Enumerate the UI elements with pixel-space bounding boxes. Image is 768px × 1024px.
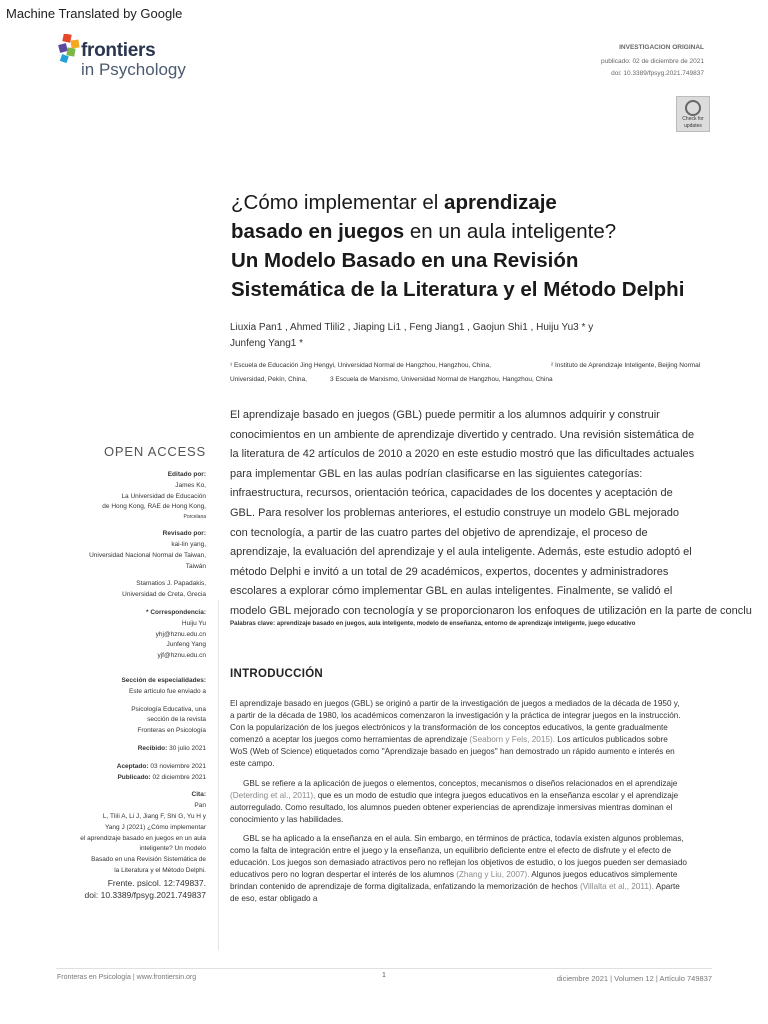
published-date: publicado: 02 de diciembre de 2021: [601, 58, 704, 65]
correspondent-email[interactable]: yhj@hznu.edu.cn: [155, 630, 206, 638]
body-line: de eso, estar obligado a: [230, 894, 318, 904]
column-divider: [218, 600, 219, 950]
citation-line: L, Tlili A, Li J, Jiang F, Shi G, Yu H y: [102, 812, 206, 820]
specialty-heading: Sección de especialidades:: [121, 676, 206, 684]
affiliation: 3 Escuela de Marxismo, Universidad Normal de Hangzhou, Hangzhou, China: [330, 376, 553, 383]
authors-line: Junfeng Yang1 *: [230, 338, 304, 349]
frontiers-logo-icon: [57, 34, 83, 64]
abstract-line: GBL. Para resolver los problemas anteriores, el estudio construye un modelo GBL mejorado: [230, 506, 679, 519]
abstract-line: para implementar GBL en las aulas podrían clasificarse en las siguientes categorías:: [230, 467, 643, 480]
reviewed-by-heading: Revisado por:: [162, 530, 206, 538]
body-text-run: que es un modo de estudio que integra juegos educativos en la enseñanza escolar y el aprendizaje: [315, 790, 679, 800]
received-label: Recibido:: [137, 744, 168, 752]
abstract-line: método Delphi e invitó a un total de 29 académicos, expertos, docentes y administradores: [230, 565, 669, 578]
accepted-label: Aceptado:: [116, 762, 149, 770]
citation-journal: Frente. psicol. 12:749837.: [107, 877, 206, 888]
reviewer-info: Universidad de Creta, Grecia: [122, 591, 206, 599]
footer-journal-link[interactable]: Fronteras en Psicología | www.frontiersin.org: [57, 974, 197, 981]
body-line: [230, 734, 720, 746]
logo-wordmark: frontiers: [81, 40, 156, 61]
citation-link[interactable]: (Seaborn y Fels, 2015).: [469, 735, 555, 745]
check-updates-label-1: Check for: [682, 116, 704, 122]
editor-info: La Universidad de Educación: [121, 492, 206, 500]
citation-link[interactable]: (Villalta et al., 2011).: [580, 882, 654, 892]
check-updates-label-2: updates: [684, 122, 702, 129]
received-value: 30 julio 2021: [169, 744, 206, 752]
body-line: a partir de la década de 1980, los académicos comenzaron la investigación y la práctica de integrar juegos en la instrucción.: [230, 711, 681, 721]
citation-line: la Literatura y el Método Delphi.: [114, 866, 206, 874]
body-text-run: comenzó a aceptar los juegos como herramientas de aprendizaje: [230, 735, 470, 745]
citation-line: inteligente? Un modelo: [139, 845, 206, 853]
correspondent-name: Junfeng Yang: [166, 641, 206, 649]
section-heading-introduction: INTRODUCCIÓN: [230, 668, 324, 680]
reviewer-info: Taiwán: [185, 562, 206, 570]
journal-logo[interactable]: [57, 34, 207, 82]
citation-heading: Cita:: [191, 791, 206, 799]
abstract-line: la literatura de 42 artículos de 2010 a 2020 en este estudio mostró que las dificultades actuales: [230, 448, 695, 461]
reviewer-info: Universidad Nacional Normal de Taiwan,: [89, 551, 206, 559]
title-part-bold: basado en juegos: [231, 220, 405, 243]
citation-line: Yang J (2021) ¿Cómo implementar: [104, 823, 206, 831]
editor-info: de Hong Kong, RAE de Hong Kong,: [102, 503, 206, 511]
body-text-run: brindan contenido de aprendizaje de forma digitalizada, enfatizando la memorización de hechos: [230, 882, 581, 892]
keywords: Palabras clave: aprendizaje basado en juegos, aula inteligente, modelo de enseñanza, entorno de aprendizaje inteligente, juego educativo: [230, 620, 636, 627]
body-text-run: Aparte: [653, 882, 680, 892]
title-part: en un aula inteligente?: [404, 220, 617, 243]
abstract-line: modelo GBL mejorado con tecnología y se proporcionaron los enfoques de utilización en la parte de conclu: [230, 604, 752, 617]
footer-divider: [56, 968, 712, 969]
affiliation: ¹ Escuela de Educación Jing Hengyi, Universidad Normal de Hangzhou, Hangzhou, China,: [230, 362, 491, 369]
correspondent-name: Huiju Yu: [181, 619, 206, 627]
citation-doi[interactable]: doi: 10.3389/fpsyg.2021.749837: [84, 889, 206, 900]
body-line: [230, 869, 720, 881]
published-label: Publicado:: [117, 773, 151, 781]
article-type: INVESTIGACION ORIGINAL: [619, 44, 704, 51]
published-date-sidebar: [16, 773, 206, 784]
specialty-info: sección de la revista: [147, 716, 206, 724]
body-line: educación. Los juegos son demasiado atractivos pero no reflejan los objetivos de estudio, o los juegos pueden ser demasiado: [230, 858, 687, 868]
citation-link[interactable]: (Deterding et al., 2011),: [230, 790, 316, 800]
body-text-run: Algunos juegos educativos simplemente: [529, 870, 678, 880]
citation-line: Basado en una Revisión Sistemática de: [91, 856, 206, 864]
citation-heading-row: [16, 790, 206, 801]
title-subtitle-line: Sistemática de la Literatura y el Método Delphi: [231, 278, 685, 301]
body-line: autorregulado. Como resultado, los alumnos pueden obtener experiencias de aprendizaje inmersivas mientras dominan el: [230, 802, 673, 812]
citation-link[interactable]: (Zhang y Liu, 2007).: [456, 870, 530, 880]
check-for-updates-button[interactable]: [676, 96, 710, 132]
footer-issue-info: diciembre 2021 | Volumen 12 | Artículo 749837: [556, 974, 712, 983]
body-line: [230, 881, 720, 893]
citation-line: Pan: [194, 802, 206, 810]
specialty-info: Fronteras en Psicología: [137, 727, 206, 735]
abstract-line: conocimientos en un ambiente de aprendizaje divertido y centrado. Una revisión sistemática de: [230, 428, 695, 441]
body-line: Con la popularización de los juegos electrónicos y la transformación de los conceptos educativos, la gente gradualmente: [230, 723, 668, 733]
reviewer-info: Stamatios J. Papadakis,: [136, 580, 206, 588]
title-part: ¿Cómo implementar el: [231, 191, 445, 214]
body-text-run: educativos pero no logran despertar el interés de los alumnos: [230, 870, 457, 880]
body-text-run: Los artículos publicados sobre: [554, 735, 668, 745]
accepted-value: 03 noviembre 2021: [150, 762, 206, 770]
title-part-bold: aprendizaje: [444, 191, 557, 214]
accepted-date: [16, 762, 206, 773]
affiliation: ² Instituto de Aprendizaje Inteligente, Beijing Normal: [551, 362, 701, 369]
edited-by-heading: Editado por:: [167, 471, 206, 478]
body-line: conocimiento y las habilidades.: [230, 814, 344, 824]
author-list: [230, 320, 670, 352]
machine-translation-banner: Machine Translated by Google: [6, 6, 183, 21]
editor-info: James Ko,: [175, 481, 206, 489]
received-date: [16, 744, 206, 755]
body-line: GBL se refiere a la aplicación de juegos o elementos, conceptos, mecanismos o diseños relacionados en el aprendizaje: [243, 778, 678, 788]
correspondent-email[interactable]: yjf@hznu.edu.cn: [157, 652, 206, 660]
correspondence-heading: * Correspondencia:: [146, 608, 206, 616]
logo-journal-name: in Psychology: [81, 60, 186, 79]
specialty-info: Psicología Educativa, una: [131, 705, 206, 713]
body-line: [230, 790, 720, 802]
introduction-body: [230, 698, 720, 906]
authors-line: Liuxia Pan1 , Ahmed Tlili2 , Jiaping Li1 , Feng Jiang1 , Gaojun Shi1 , Huiju Yu3 * y: [230, 322, 594, 333]
specialty-info: Este artículo fue enviado a: [129, 687, 206, 695]
check-updates-icon: [685, 100, 701, 116]
abstract-line: El aprendizaje basado en juegos (GBL) puede permitir a los alumnos adquirir y construir: [230, 409, 660, 421]
body-line: este campo.: [230, 759, 275, 769]
published-value: 02 diciembre 2021: [152, 773, 206, 781]
body-line: El aprendizaje basado en juegos (GBL) se originó a partir de la investigación de juegos a mediados de la década de 1950 y,: [230, 699, 680, 708]
affiliation: Universidad, Pekín, China,: [230, 376, 307, 383]
doi-link[interactable]: doi: 10.3389/fpsyg.2021.749837: [611, 70, 704, 77]
body-line: como la falta de integración entre el juego y la enseñanza, un equilibrio deficiente entre el efecto de disfrute y el efecto de: [230, 846, 672, 856]
citation-line: el aprendizaje basado en juegos en un aula: [80, 834, 206, 842]
body-line: GBL se ha aplicado a la enseñanza en el aula. Sin embargo, en términos de práctica, todavía existen algunos problemas,: [243, 833, 684, 843]
article-info-sidebar: [16, 470, 206, 901]
title-subtitle-line: Un Modelo Basado en una Revisión: [231, 249, 579, 272]
article-title: [231, 188, 768, 304]
editor-country: Porcelana: [183, 514, 206, 521]
reviewer-info: kai-lin yang,: [171, 540, 206, 548]
abstract-line: con tecnología, a partir de las cuatro partes del objetivo de aprendizaje, el proceso de: [230, 526, 648, 539]
abstract-line: escolares a explorar cómo implementar GBL en aulas inteligentes. Finalmente, se validó el: [230, 585, 673, 598]
page-number: 1: [382, 972, 386, 979]
open-access-label: OPEN ACCESS: [104, 444, 206, 459]
body-line: WoS (Web of Science) etiquetados como "Aprendizaje basado en juegos" han demostrado un rápido aumento e interés en: [230, 747, 675, 757]
abstract-line: aprendizaje, la evaluación del aprendizaje y el aula inteligente. Además, este estudio adoptó el: [230, 546, 692, 559]
abstract: [230, 406, 768, 622]
abstract-line: infraestructura, recursos, orientación teórica, capacidades de los docentes y aceptación de: [230, 487, 673, 500]
